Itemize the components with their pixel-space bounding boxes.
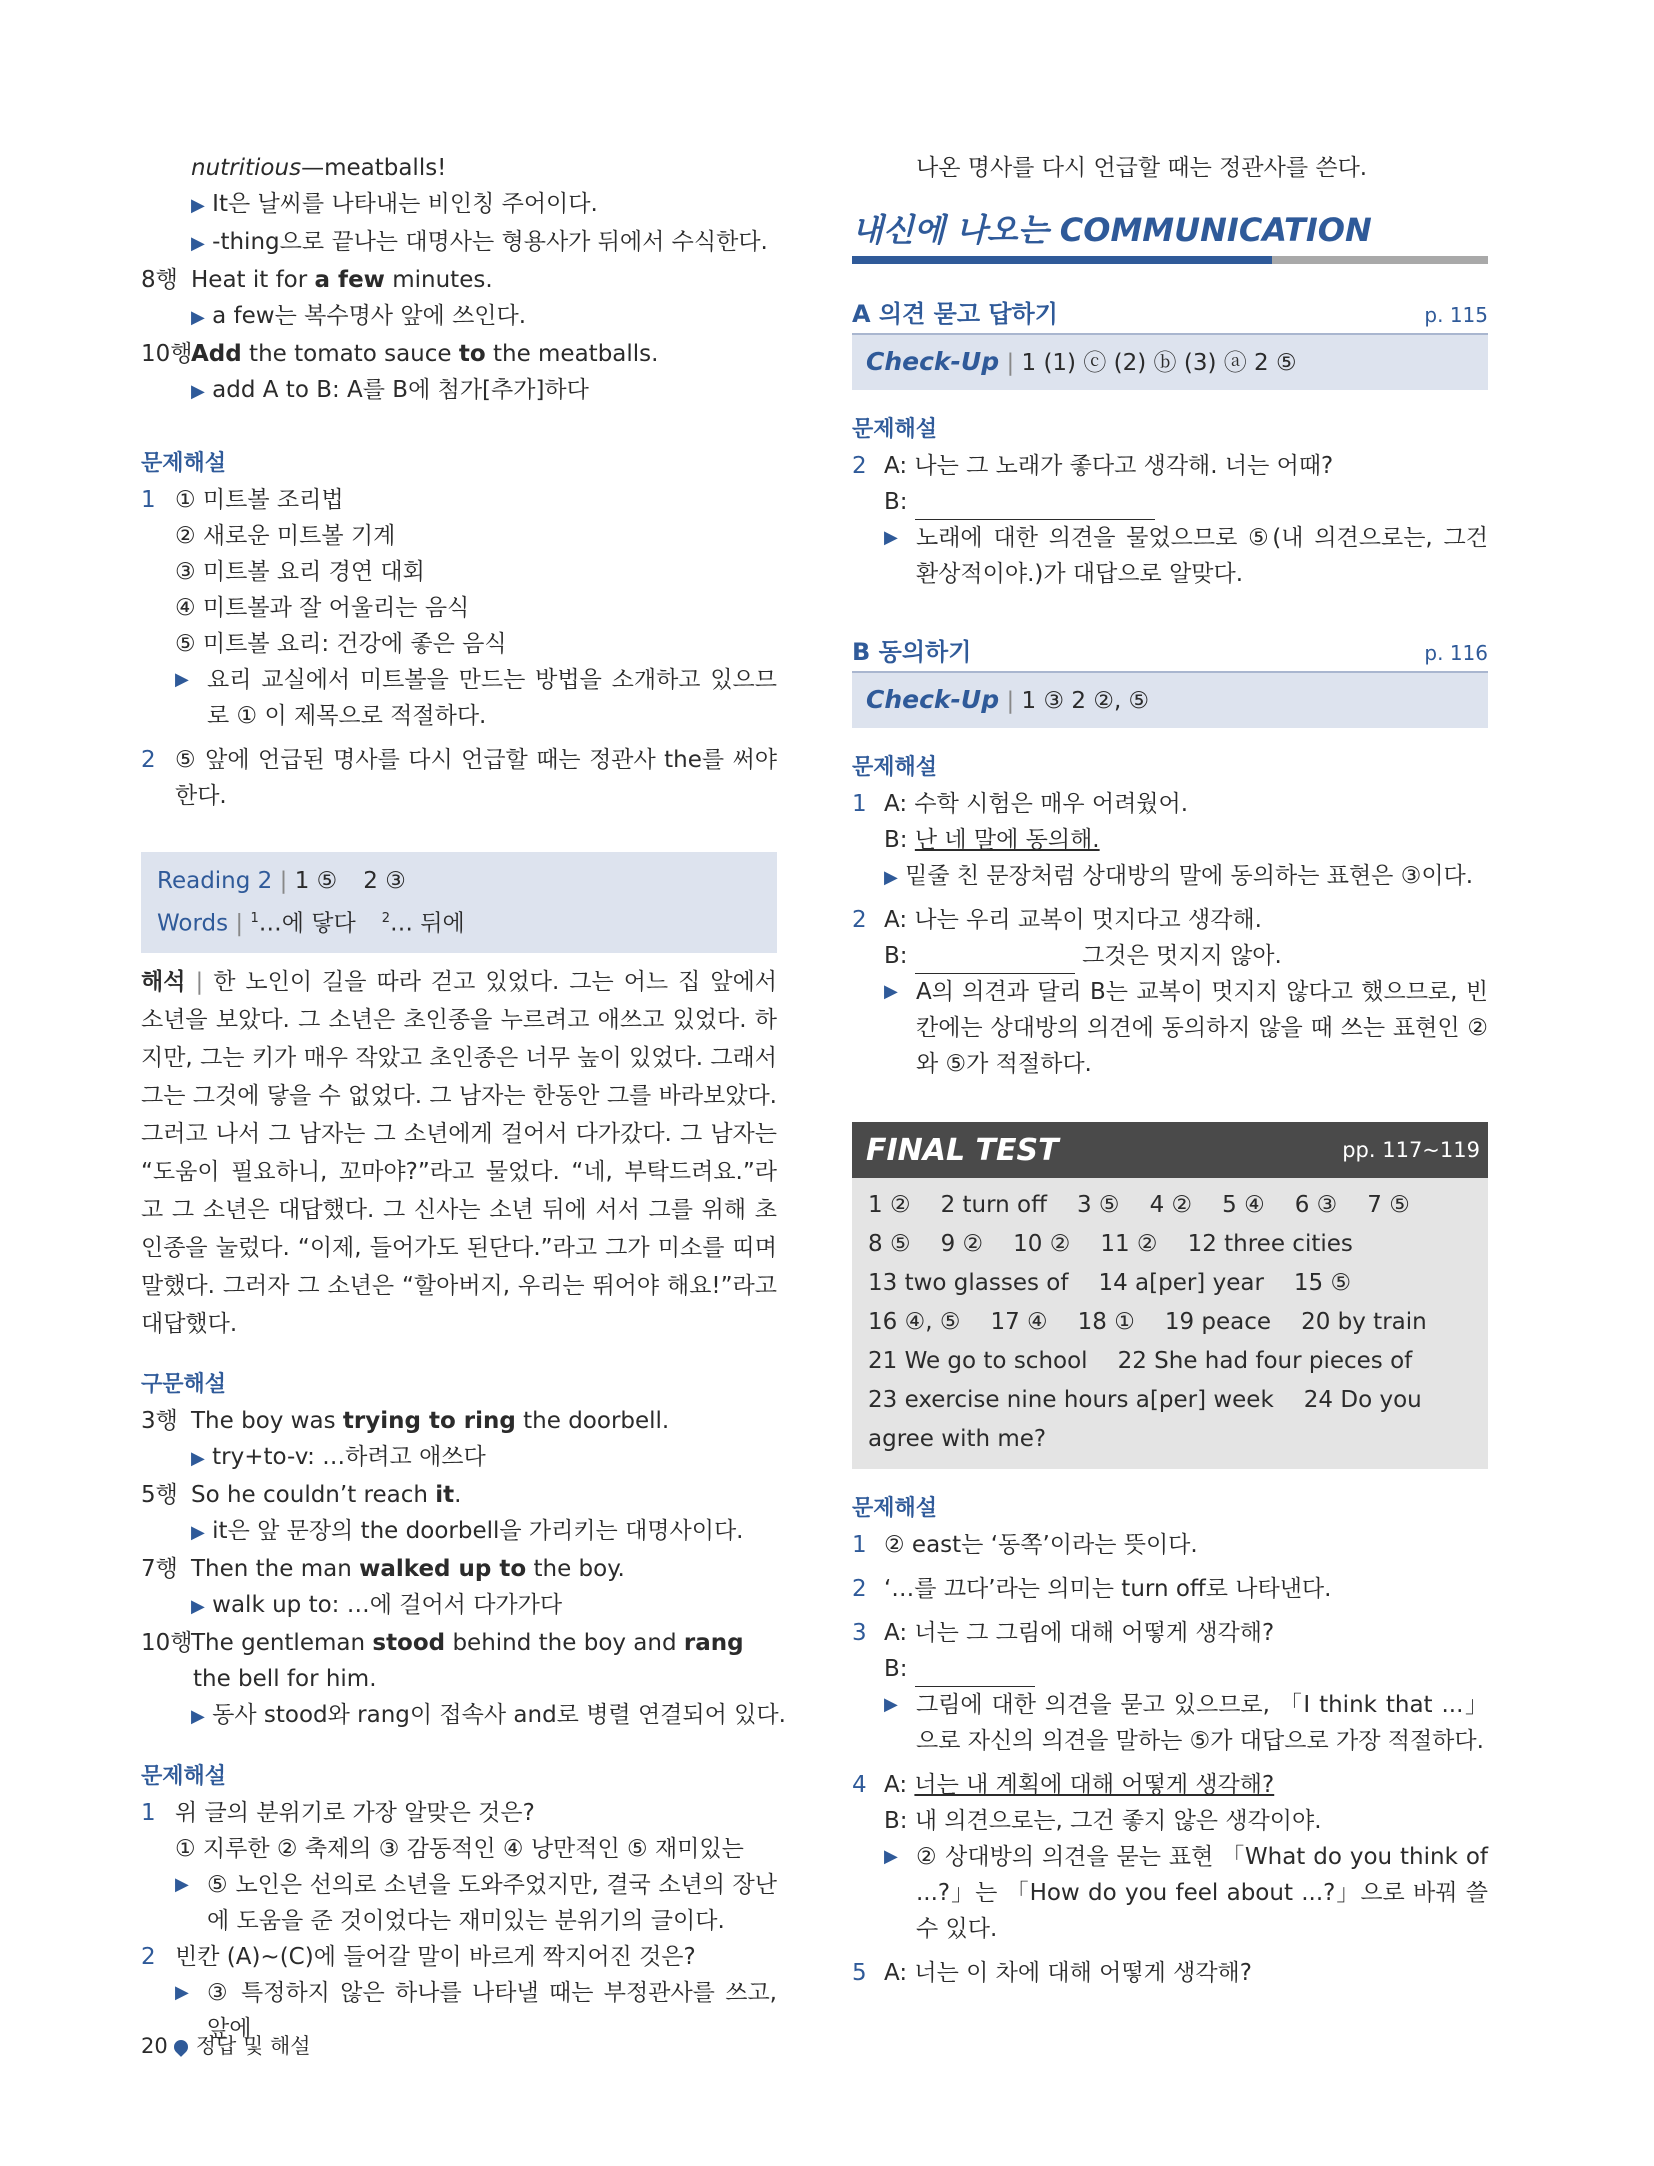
final-answer: 8 ⑤ (868, 1231, 911, 1257)
note-line: ▶ ③ 특정하지 않은 하나를 나타낼 때는 부정관사를 쓰고, 앞에 (141, 1975, 777, 2047)
dialogue-line: 2 A: 나는 그 노래가 좋다고 생각해. 너는 어때? (852, 453, 1334, 479)
arrow-icon: ▶ (191, 1595, 205, 1617)
arrow-icon: ▶ (175, 1873, 189, 1895)
option-line: ② 새로운 미트볼 기계 (175, 523, 396, 549)
question-item: 2 ‘…를 끄다’라는 의미는 turn off로 나타낸다. (852, 1576, 1332, 1602)
grammar-line: 5행 So he couldn’t reach it. (141, 1481, 462, 1508)
note-line: ▶ ⑤ 노인은 선의로 소년을 도와주었지만, 결국 소년의 장난에 도움을 준 것이었다는 재미있는 분위기의 글이다. (141, 1867, 777, 1939)
option-line: ⑤ 미트볼 요리: 건강에 좋은 음식 (175, 631, 507, 657)
dialogue-line: 4 A: 너는 내 계획에 대해 어떻게 생각해? (852, 1772, 1275, 1798)
arrow-icon: ▶ (191, 381, 205, 402)
note-line: ▶ ② 상대방의 의견을 묻는 표현 「What do you think of ...?」는 「How do you feel about ...?」으로 바꿔 쓸 수 있다. (852, 1839, 1488, 1947)
final-answer: 22 She had four pieces of (1117, 1348, 1413, 1374)
final-answer-row (868, 1264, 1472, 1303)
translation-paragraph: 해석 | 한 노인이 길을 따라 걷고 있었다. 그는 어느 집 앞에서 소년을 보았다. 그 소년은 초인종을 누르려고 애쓰고 있었다. 하지만, 그는 키가 매우 작았고 초인종은 너무 높이 있었다. 그래서 그는 그것에 닿을 수 없었다. 그 남자는 한동안 그를 바라보았다. 그러고 나서 그 남자는 그 소년에게 걸어서 다가갔다. 그 남자는 “도움이 필요하니, 꼬마야?”라고 물었다. “네, 부탁드려요.”라고 그 소년은 대답했다. 그 신사는 소년 뒤에 서서 그를 위해 초인종을 눌렀다. “이제, 들어가도 된단다.”라고 그가 미소를 띠며 말했다. 그러자 그 소년은 “할아버지, 우리는 뛰어야 해요!”라고 대답했다. (141, 968, 777, 1337)
final-answer: 4 ② (1149, 1192, 1193, 1218)
right-column (852, 150, 1488, 1991)
note-line: ▶ a few는 복수명사 앞에 쓰인다. (191, 303, 527, 329)
final-answer: 9 ② (940, 1231, 984, 1257)
question-item: 2 빈칸 (A)~(C)에 들어갈 말이 바르게 짝지어진 것은? (141, 1943, 696, 1970)
dialogue-line: 3 A: 너는 그 그림에 대해 어떻게 생각해? (852, 1620, 1275, 1646)
final-answer: 20 by train (1301, 1309, 1427, 1335)
final-answer-row (868, 1303, 1472, 1342)
check-up-box-b: Check-Up | 1 ③ 2 ②, ⑤ (852, 673, 1488, 728)
arrow-icon: ▶ (191, 233, 205, 254)
final-answer: 11 ② (1100, 1231, 1158, 1257)
footer-label: 정답 및 해설 (195, 2034, 311, 2058)
final-answer: 15 ⑤ (1293, 1270, 1352, 1296)
question-item: 1 위 글의 분위기로 가장 알맞은 것은? (141, 1799, 535, 1826)
communication-heading: 내신에 나오는 COMMUNICATION (852, 210, 1488, 264)
final-answer: 21 We go to school (868, 1348, 1088, 1374)
final-answer-row (868, 1342, 1472, 1381)
note-line: ▶ 요리 교실에서 미트볼을 만드는 방법을 소개하고 있으므로 ① 이 제목으로 적절하다. (141, 662, 777, 734)
note-line: ▶ 밑줄 친 문장처럼 상대방의 말에 동의하는 표현은 ③이다. (884, 863, 1474, 889)
section-heading: 문제해설 (852, 1496, 938, 1521)
grammar-line: 3행 The boy was trying to ring the doorbell. (141, 1407, 670, 1434)
final-answer: 24 Do you (1303, 1387, 1422, 1413)
dialogue-line: B: (852, 484, 1488, 520)
final-answer: 3 ⑤ (1076, 1192, 1120, 1218)
final-answer: 12 three cities (1187, 1231, 1353, 1257)
arrow-icon: ▶ (191, 1521, 205, 1543)
note-line: ▶ 동사 stood와 rang이 접속사 and로 병렬 연결되어 있다. (191, 1701, 786, 1728)
question-item: 1 ② east는 ‘동쪽’이라는 뜻이다. (852, 1532, 1198, 1558)
arrow-icon: ▶ (191, 1447, 205, 1469)
section-heading: 문제해설 (141, 1763, 227, 1789)
arrow-icon: ▶ (884, 867, 898, 888)
dialogue-line: B: 내 의견으로는, 그건 좋지 않은 생각이야. (884, 1808, 1322, 1834)
continued-line: 나온 명사를 다시 언급할 때는 정관사를 쓴다. (916, 155, 1368, 181)
note-line: ▶ 그림에 대한 의견을 묻고 있으므로, 「I think that ...」으로 자신의 의견을 말하는 ⑤가 대답으로 가장 적절하다. (852, 1687, 1488, 1759)
final-answer: 17 ④ (990, 1309, 1048, 1335)
arrow-icon: ▶ (884, 1694, 898, 1715)
option-line: ④ 미트볼과 잘 어울리는 음식 (175, 595, 470, 621)
final-answer: 2 turn off (940, 1192, 1047, 1218)
dialogue-line: 2 A: 나는 우리 교복이 멋지다고 생각해. (852, 907, 1262, 933)
final-answer: 5 ④ (1222, 1192, 1265, 1218)
note-line: ▶ -thing으로 끝나는 대명사는 형용사가 뒤에서 수식한다. (191, 229, 768, 255)
arrow-icon: ▶ (884, 527, 898, 548)
dialogue-line: B: (852, 1651, 1488, 1687)
final-answer: 18 ① (1077, 1309, 1135, 1335)
note-line: ▶ try+to-v: …하려고 애쓰다 (191, 1443, 486, 1470)
note-line: ▶ A의 의견과 달리 B는 교복이 멋지지 않다고 했으므로, 빈칸에는 상대방의 의견에 동의하지 않을 때 쓰는 표현인 ②와 ⑤가 적절하다. (852, 974, 1488, 1082)
section-heading: 구문해설 (141, 1371, 227, 1397)
final-answer: 10 ② (1013, 1231, 1071, 1257)
dialogue-line: B: 난 네 말에 동의해. (884, 827, 1100, 853)
arrow-icon: ▶ (175, 669, 189, 690)
location-pin-icon (171, 2037, 191, 2057)
answer-box: Reading 2 | 1 ⑤ 2 ③ Words | $^1$…에 닿다 $^2$… 뒤에 (141, 852, 777, 953)
subsection-b-header: B 동의하기 p. 116 (852, 632, 1488, 673)
arrow-icon: ▶ (191, 1705, 205, 1727)
intro-line: nutritious—meatballs! (191, 155, 447, 181)
final-test-header: FINAL TEST pp. 117~119 (852, 1122, 1488, 1178)
page-number: 20 (141, 2034, 168, 2058)
answer-blank (915, 1660, 1035, 1687)
final-answer-row (868, 1381, 1472, 1420)
note-line: ▶ walk up to: …에 걸어서 다가가다 (191, 1591, 563, 1618)
arrow-icon: ▶ (175, 1981, 189, 2003)
dialogue-line: 1 A: 수학 시험은 매우 어려웠어. (852, 791, 1189, 817)
note-line: ▶ add A to B: A를 B에 첨가[추가]하다 (191, 377, 589, 403)
final-answer-row (868, 1420, 1472, 1459)
arrow-icon: ▶ (884, 1846, 898, 1867)
final-answer: 7 ⑤ (1367, 1192, 1410, 1218)
arrow-icon: ▶ (884, 981, 898, 1002)
final-answer: 16 ④, ⑤ (868, 1309, 961, 1335)
note-line: ▶ It은 날씨를 나타내는 비인칭 주어이다. (191, 191, 598, 217)
final-answer-row (868, 1186, 1472, 1225)
note-line: ▶ 노래에 대한 의견을 물었으므로 ⑤(내 의견으로는, 그건 환상적이야.)가 대답으로 알맞다. (852, 520, 1488, 592)
arrow-icon: ▶ (191, 307, 205, 328)
section-heading: 문제해설 (852, 755, 938, 780)
option-line: ③ 미트볼 요리 경연 대회 (175, 559, 425, 585)
check-up-box-a: Check-Up | 1 (1) ⓒ (2) ⓑ (3) ⓐ 2 ⑤ (852, 335, 1488, 390)
final-answer: 14 a[per] year (1098, 1270, 1264, 1296)
final-answer: 19 peace (1164, 1309, 1272, 1335)
final-answer: 13 two glasses of (868, 1270, 1069, 1296)
final-answer: agree with me? (868, 1426, 1047, 1452)
subsection-a-header: A 의견 묻고 답하기 p. 115 (852, 294, 1488, 335)
grammar-line: 8행 Heat it for a few minutes. (141, 267, 493, 293)
option-line: ① 지루한 ② 축제의 ③ 감동적인 ④ 낭만적인 ⑤ 재미있는 (175, 1835, 744, 1862)
question-item: 1 ① 미트볼 조리법 (141, 487, 344, 513)
note-line: ▶ it은 앞 문장의 the doorbell을 가리키는 대명사이다. (191, 1517, 744, 1544)
dialogue-line: 5 A: 너는 이 차에 대해 어떻게 생각해? (852, 1960, 1252, 1986)
section-heading: 문제해설 (141, 451, 227, 476)
question-item: 2 ⑤ 앞에 언급된 명사를 다시 언급할 때는 정관사 the를 써야 한다. (141, 747, 777, 809)
grammar-line: 10행The gentleman stood behind the boy and rang (141, 1629, 744, 1656)
arrow-icon: ▶ (191, 195, 205, 216)
final-test-answers (852, 1178, 1488, 1469)
final-answer: 6 ③ (1294, 1192, 1338, 1218)
grammar-line: 10행Add the tomato sauce to the meatballs. (141, 341, 659, 367)
final-answer: 1 ② (868, 1192, 911, 1218)
left-column (141, 150, 786, 2047)
final-answer: 23 exercise nine hours a[per] week (868, 1387, 1274, 1413)
final-answer-row (868, 1225, 1472, 1264)
grammar-line: 7행 Then the man walked up to the boy. (141, 1555, 625, 1582)
answer-blank (915, 493, 1155, 520)
grammar-line-cont: the bell for him. (193, 1665, 377, 1692)
answer-blank (915, 947, 1075, 974)
page-footer (141, 2030, 311, 2060)
section-heading: 문제해설 (852, 417, 938, 442)
dialogue-line: B: 그것은 멋지지 않아. (852, 938, 1488, 974)
